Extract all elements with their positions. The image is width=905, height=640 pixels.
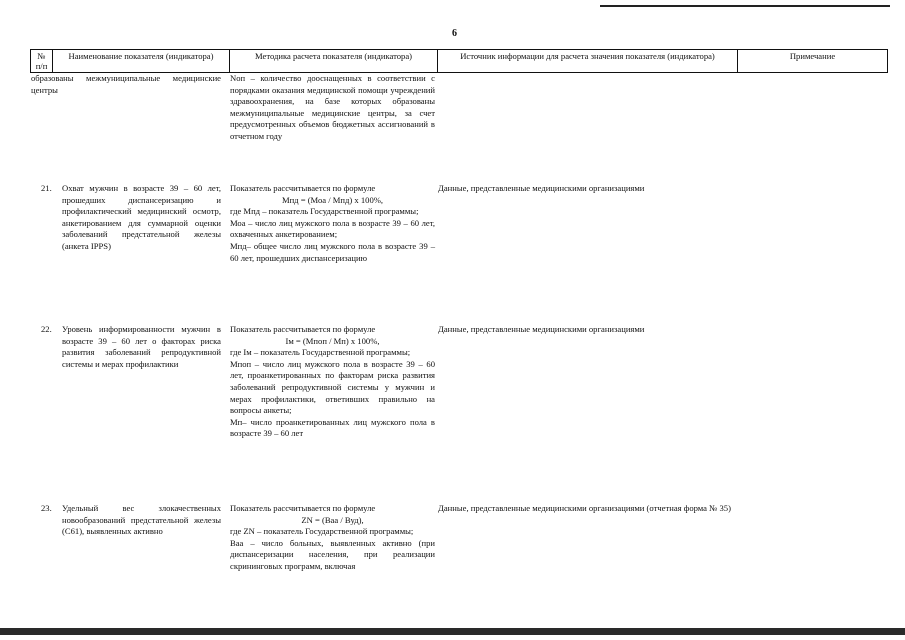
row23-method: [230, 503, 435, 573]
row22-method-intro: Показатель рассчитывается по формуле: [230, 324, 376, 334]
header-note: Примечание: [738, 50, 888, 73]
row23-method-where: где ZN – показатель Государственной программы;: [230, 526, 414, 537]
row22-method: [230, 324, 435, 440]
cont-name: образованы межмуниципальные медицинские центры: [31, 73, 221, 95]
row22-source: Данные, представленные медицинскими организациями: [438, 324, 645, 334]
row23-method-intro: Показатель рассчитывается по формуле: [230, 503, 376, 513]
row22-method-where: где Iм – показатель Государственной программы;: [230, 347, 411, 358]
row22-name: Уровень информированности мужчин в возрасте 39 – 60 лет о факторах риска развития заболеваний репродуктивной системы и мерах профилактики: [62, 324, 221, 369]
header-name: Наименование показателя (индикатора): [53, 50, 230, 73]
row21-method: [230, 183, 435, 264]
row21-method-var2: Мпд– общее число лиц мужского пола в возрасте 39 – 60 лет, прошедших диспансеризацию: [230, 240, 435, 263]
row23-source: Данные, представленные медицинскими организациями (отчетная форма № 35): [438, 503, 731, 513]
header-row: [31, 50, 888, 73]
bottom-rule: [0, 628, 905, 635]
row21-method-where: где Мпд – показатель Государственной программы;: [230, 206, 419, 217]
top-rule: [600, 5, 890, 7]
header-source: Источник информации для расчета значения показателя (индикатора): [438, 50, 738, 73]
row21-name: Охват мужчин в возрасте 39 – 60 лет, прошедших диспансеризацию и профилактический медицинский осмотр, анкетированием для суммарной оценки заболеваний предстательной железы (анкета IPPS): [62, 183, 221, 251]
row22-formula: Iм = (Мпоп / Мп) x 100%,: [285, 335, 380, 346]
header-table: [30, 49, 888, 73]
row22-method-var2: Мп– число проанкетированных лиц мужского пола в возрасте 39 – 60 лет: [230, 416, 435, 439]
cont-method: Nоп – количество дооснащенных в соответствии с порядками оказания медицинской помощи учреждений здравоохранения, на базе которых образованы межмуниципальные медицинские центры, за счет предусмотренных объемов бюджетных ассигнований в отчетном году: [230, 73, 435, 141]
row21-source: Данные, представленные медицинскими организациями: [438, 183, 645, 193]
row23-num: 23.: [41, 503, 52, 513]
page-number: 6: [452, 28, 457, 39]
header-method: Методика расчета показателя (индикатора): [230, 50, 438, 73]
row21-method-intro: Показатель рассчитывается по формуле: [230, 183, 376, 193]
row21-method-var1: Моа – число лиц мужского пола в возрасте 39 – 60 лет, охваченных анкетированием;: [230, 217, 435, 240]
row22-num: 22.: [41, 324, 52, 334]
header-num: № п/п: [31, 50, 53, 73]
row23-formula: ZN = (Ваа / Вуд),: [301, 514, 364, 525]
row23-method-var1: Ваа – число больных, выявленных активно (при диспансеризации населения, при реализации скрининговых программ, включая: [230, 537, 435, 571]
row23-name: Удельный вес злокачественных новообразований предстательной железы (С61), выявленных активно: [62, 503, 221, 537]
row21-num: 21.: [41, 183, 52, 193]
row22-method-var1: Мпоп – число лиц мужского пола в возрасте 39 – 60 лет, проанкетированных по факторам риска развития заболеваний репродуктивной системы у мужчин и мерах профилактики, ответивших правильно на вопросы анкеты;: [230, 358, 435, 416]
row21-formula: Мпд = (Моа / Мпд) x 100%,: [281, 194, 384, 205]
